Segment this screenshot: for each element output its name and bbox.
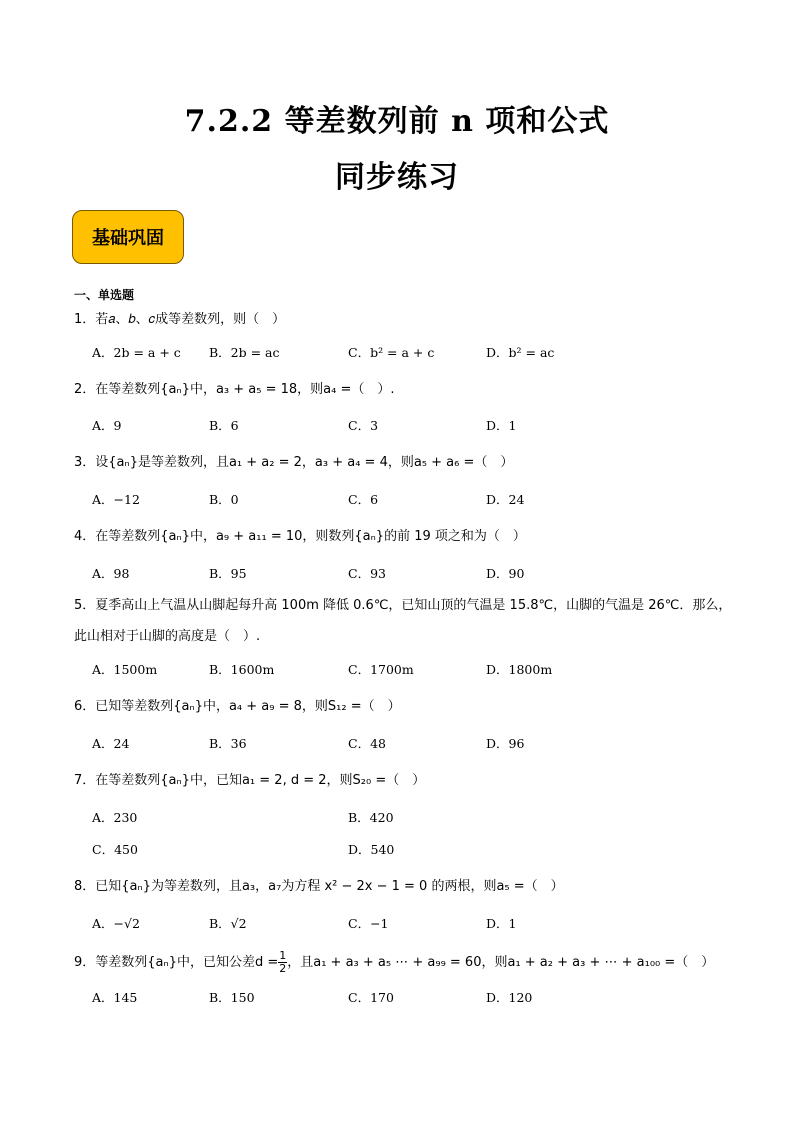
fraction-numerator: 1 [279, 949, 287, 962]
q4-option-b[interactable]: B．95 [209, 566, 247, 581]
q2-option-d[interactable]: D．1 [486, 418, 517, 433]
q3-option-d[interactable]: D．24 [486, 492, 525, 507]
q7-option-d[interactable]: D．540 [348, 842, 395, 857]
q6-option-d[interactable]: D．96 [486, 736, 525, 751]
q6-option-a[interactable]: A．24 [92, 736, 130, 751]
question-7: 7．在等差数列{aₙ}中，已知a₁ = 2, d = 2，则S₂₀ =（ ） [74, 773, 426, 788]
q9-option-d[interactable]: D．120 [486, 990, 533, 1005]
q7-option-c[interactable]: C．450 [92, 842, 138, 857]
section-badge [72, 210, 184, 264]
q3-option-b[interactable]: B．0 [209, 492, 239, 507]
fraction-denominator: 2 [279, 962, 287, 975]
q9-option-b[interactable]: B．150 [209, 990, 255, 1005]
q9-stem-a: 9．等差数列{aₙ}中，已知公差d = [74, 955, 279, 970]
q3-option-c[interactable]: C．6 [348, 492, 379, 507]
question-4: 4．在等差数列{aₙ}中，a₉ + a₁₁ = 10，则数列{aₙ}的前 19 项之和为（ ） [74, 529, 526, 544]
fraction [278, 950, 287, 975]
q7-option-a[interactable]: A．230 [92, 810, 138, 825]
badge-label: 基础巩固 [92, 228, 164, 249]
question-1: 1．若𝑎、𝑏、𝑐成等差数列，则（ ） [74, 312, 286, 327]
q3-option-a[interactable]: A．−12 [92, 492, 140, 507]
q5-option-c[interactable]: C．1700m [348, 662, 414, 677]
q5-option-b[interactable]: B．1600m [209, 662, 275, 677]
q2-option-c[interactable]: C．3 [348, 418, 379, 433]
q9-stem-b: ，且a₁ + a₃ + a₅ ⋯ + a₉₉ = 60，则a₁ + a₂ + a₃ + ⋯ + a₁₀₀ =（ ） [287, 955, 715, 970]
q5-option-d[interactable]: D．1800m [486, 662, 553, 677]
q4-option-d[interactable]: D．90 [486, 566, 525, 581]
q8-option-b[interactable]: B．√2 [209, 916, 247, 931]
question-8: 8．已知{aₙ}为等差数列，且a₃，a₇为方程 x² − 2x − 1 = 0 的两根，则a₅ =（ ） [74, 879, 564, 894]
q1-option-d[interactable]: D．b² = ac [486, 345, 555, 360]
q2-option-a[interactable]: A．9 [92, 418, 122, 433]
q9-option-a[interactable]: A．145 [92, 990, 138, 1005]
question-2: 2．在等差数列{aₙ}中，a₃ + a₅ = 18，则a₄ =（ ）. [74, 382, 395, 397]
page-title: 7.2.2 等差数列前 n 项和公式 [184, 104, 610, 139]
section-heading: 一、单选题 [74, 288, 135, 302]
q8-option-d[interactable]: D．1 [486, 916, 517, 931]
page-subtitle: 同步练习 [335, 160, 459, 195]
q5-option-a[interactable]: A．1500m [92, 662, 158, 677]
q1-option-c[interactable]: C．b² = a + c [348, 345, 435, 360]
question-6: 6．已知等差数列{aₙ}中，a₄ + a₉ = 8，则S₁₂ =（ ） [74, 699, 401, 714]
q8-option-a[interactable]: A．−√2 [92, 916, 140, 931]
question-5-cont: 此山相对于山脚的高度是（ ）. [74, 629, 261, 644]
question-5: 5．夏季高山上气温从山脚起每升高 100m 降低 0.6℃，已知山顶的气温是 15.8℃，山脚的气温是 26℃．那么， [74, 598, 732, 613]
question-9 [74, 950, 714, 975]
q7-option-b[interactable]: B．420 [348, 810, 394, 825]
q9-option-c[interactable]: C．170 [348, 990, 394, 1005]
q1-option-a[interactable]: A．2b = a + c [92, 345, 181, 360]
q4-option-a[interactable]: A．98 [92, 566, 130, 581]
q2-option-b[interactable]: B．6 [209, 418, 239, 433]
q4-option-c[interactable]: C．93 [348, 566, 386, 581]
q6-option-c[interactable]: C．48 [348, 736, 386, 751]
q1-option-b[interactable]: B．2b = ac [209, 345, 280, 360]
question-3: 3．设{aₙ}是等差数列，且a₁ + a₂ = 2，a₃ + a₄ = 4，则a₅ + a₆ =（ ） [74, 455, 514, 470]
q8-option-c[interactable]: C．−1 [348, 916, 389, 931]
q6-option-b[interactable]: B．36 [209, 736, 247, 751]
